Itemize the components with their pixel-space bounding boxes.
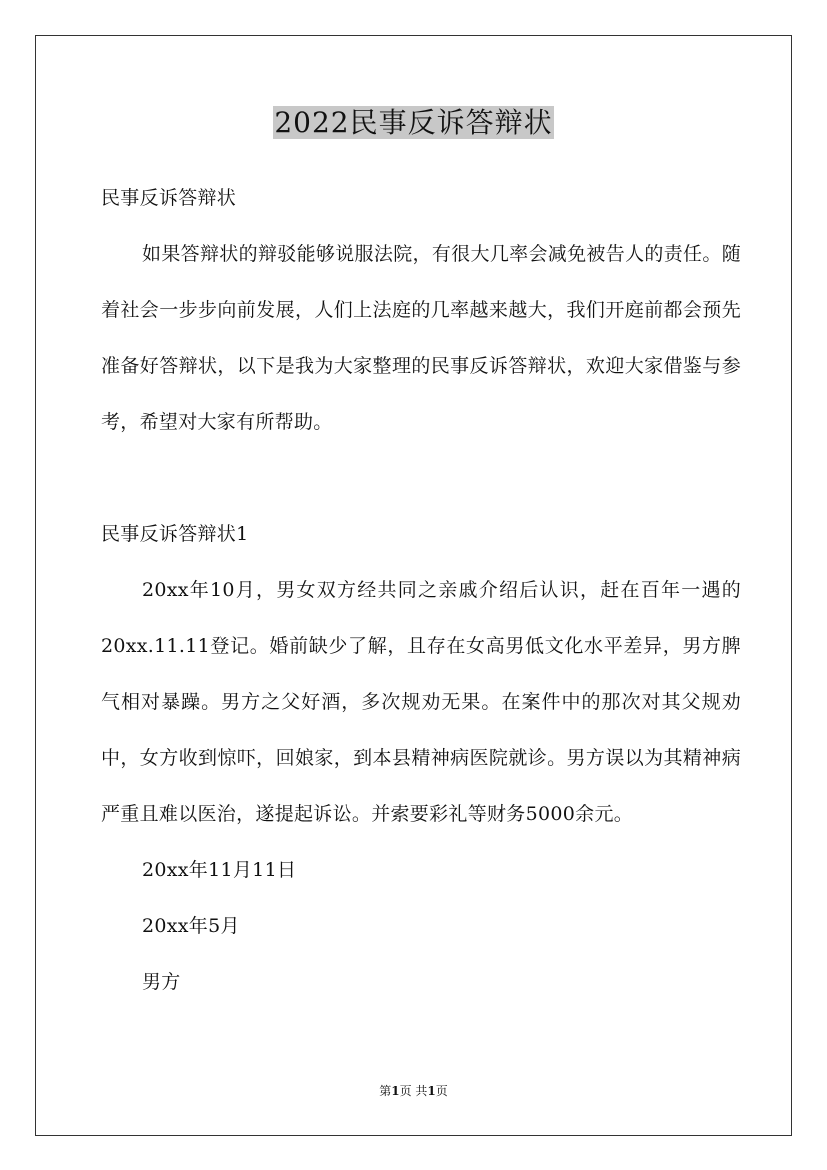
spacer: [101, 450, 741, 506]
party-label: 男方: [142, 971, 181, 993]
intro-paragraph: 如果答辩状的辩驳能够说服法院，有很大几率会减免被告人的责任。随着社会一步步向前发展，人们上法庭的几率越来越大，我们开庭前都会预先准备好答辩状，以下是我为大家整理的民事反诉答辩状，欢迎大家借鉴与参考，希望对大家有所帮助。: [101, 243, 741, 433]
date-line-2: 20xx年5月: [142, 915, 240, 937]
footer-prefix: 第: [379, 1084, 392, 1098]
page-footer: [0, 1082, 827, 1099]
document-title: 2022民事反诉答辩状: [274, 106, 553, 139]
section1-heading: 民事反诉答辩状1: [101, 523, 249, 545]
date-line-1: 20xx年11月11日: [142, 859, 297, 881]
footer-page-number: 1: [391, 1084, 400, 1098]
document-title-wrap: [0, 104, 827, 142]
footer-suffix: 页: [435, 1084, 448, 1098]
footer-total-pages: 1: [427, 1084, 436, 1098]
footer-mid: 页 共: [399, 1084, 428, 1098]
section1-body: 20xx年10月，男女双方经共同之亲戚介绍后认识，赶在百年一遇的20xx.11.11登记。婚前缺少了解，且存在女高男低文化水平差异，男方脾气相对暴躁。男方之父好酒，多次规劝无果。在案件中的那次对其父规劝中，女方收到惊吓，回娘家，到本县精神病医院就诊。男方误以为其精神病严重且难以医治，遂提起诉讼。并索要彩礼等财务5000余元。: [101, 579, 741, 825]
heading: 民事反诉答辩状: [101, 187, 237, 209]
document-body: [101, 170, 741, 1010]
